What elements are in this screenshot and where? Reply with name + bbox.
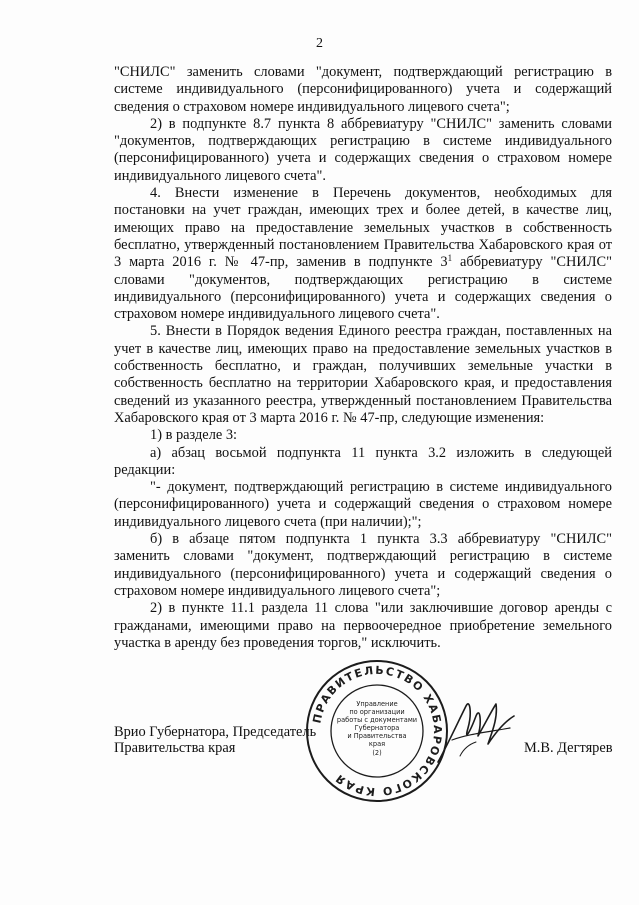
seal-inner-line: работы с документами xyxy=(336,716,418,724)
superscript: 1 xyxy=(447,253,453,264)
signatory-position xyxy=(114,724,316,756)
seal-inner-line: Губернатора xyxy=(354,724,400,732)
paragraph-text: 2) в подпункте 8.7 пункта 8 аббревиатуру "СНИЛС" заменить словами "документов, подтверждающих регистрацию в системе индивидуального (персонифицированного) учета и содержащих сведения о страховом номере индивидуального лицевого счета". xyxy=(114,115,612,184)
paragraph-text: "СНИЛС" заменить словами "документ, подтверждающий регистрацию в системе индивидуального (персонифицированного) учета и содержащий сведения о страховом номере индивидуального лицевого счета"; xyxy=(114,64,612,115)
paragraph-text: "- документ, подтверждающий регистрацию в системе индивидуального (персонифицированного) учета и содержащий сведения о страховом номере индивидуального лицевого счета (при наличии);"; xyxy=(114,479,612,530)
paragraph xyxy=(114,64,612,116)
seal-inner-line: (2) xyxy=(372,749,382,757)
paragraph xyxy=(114,116,612,185)
signatory-position-line: Правительства края xyxy=(114,740,236,756)
seal-inner-line: по организации xyxy=(349,708,405,716)
paragraph xyxy=(114,323,612,427)
paragraph xyxy=(114,427,612,444)
seal-inner-line: края xyxy=(368,740,386,748)
paragraph xyxy=(114,600,612,652)
paragraph xyxy=(114,185,612,323)
signatory-position-line: Врио Губернатора, Председатель xyxy=(114,724,317,740)
paragraph-text-continued: аббревиатуру "СНИЛС" словами "документов, подтверждающих регистрацию в системе индивидуального (персонифицированного) учета и содержащих сведения о страховом номере индивидуального лицевого счета". xyxy=(114,254,612,323)
signatory-name: М.В. Дегтярев xyxy=(524,740,613,756)
paragraph-text: а) абзац восьмой подпункта 11 пункта 3.2 изложить в следующей редакции: xyxy=(114,444,612,478)
paragraph-text: 2) в пункте 11.1 раздела 11 слова "или заключившие договор аренды с гражданами, имеющими право на первоочередное приобретение земельного участка в аренду без проведения торгов," исключить. xyxy=(114,600,612,651)
handwritten-signature xyxy=(430,692,522,772)
seal-inner-line: и Правительства xyxy=(347,732,407,740)
paragraph-text: 4. Внести изменение в Перечень документов, необходимых для постановки на учет граждан, имеющих трех и более детей, в качестве лиц, имеющих право на предоставление земельных участков в собственность бесплатно, утвержденный постановлением Правительства Хабаровского края от 3 марта 2016 г. № 47-пр, заменив в подпункте 3 xyxy=(114,185,612,271)
paragraph-text: 5. Внести в Порядок ведения Единого реестра граждан, поставленных на учет в качестве лиц, имеющих право на предоставление земельных участков в собственность бесплатно, и граждан, получивших земельные участки в собственность бесплатно на территории Хабаровского края, и предоставления сведений из указанного реестра, утвержденный постановлением Правительства Хабаровского края от 3 марта 2016 г. № 47-пр, следующие изменения: xyxy=(114,323,612,426)
document-body xyxy=(114,64,612,652)
page-number: 2 xyxy=(316,36,323,51)
paragraph-text: б) в абзаце пятом подпункта 1 пункта 3.3 аббревиатуру "СНИЛС" заменить словами "документ, подтверждающий регистрацию в системе индивидуального (персонифицированного) учета и содержащий сведения о страховом номере индивидуального лицевого счета"; xyxy=(114,531,612,599)
seal-inner-line: Управление xyxy=(356,700,398,708)
paragraph xyxy=(114,479,612,531)
paragraph xyxy=(114,445,612,480)
paragraph xyxy=(114,531,612,600)
seal-ring-text: ПРАВИТЕЛЬСТВО ХАБАРОВСКОГО КРАЯ xyxy=(310,663,445,799)
paragraph-text: 1) в разделе 3: xyxy=(150,427,238,444)
